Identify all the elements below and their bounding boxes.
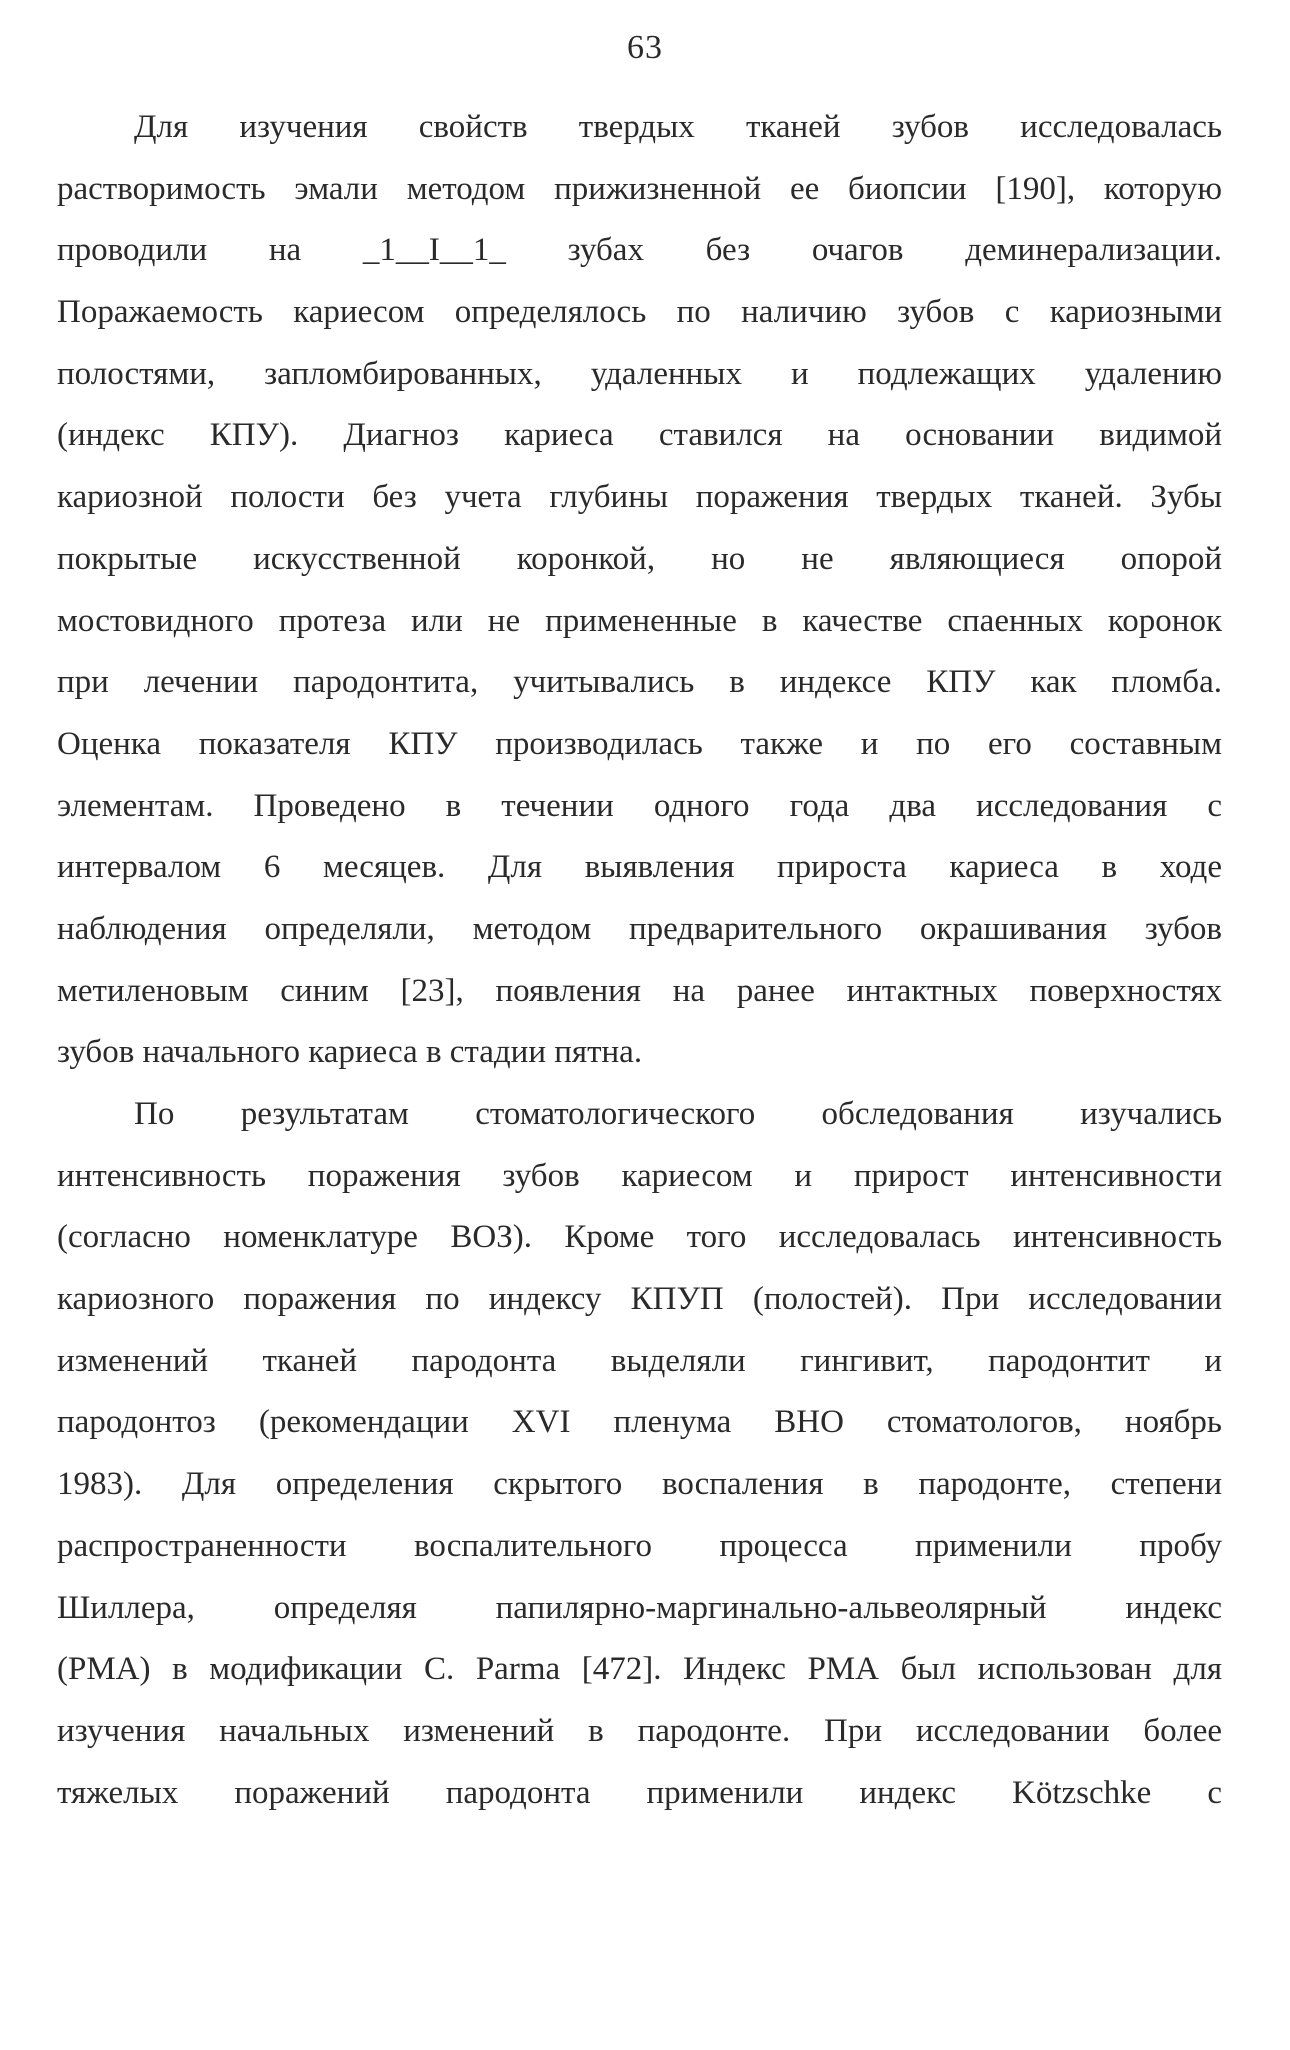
text-line: 1983). Для определения скрытого воспаления в пародонте, степени (57, 1466, 1222, 1503)
text-line: По результатам стоматологического обследования изучались (134, 1096, 1222, 1132)
text-line: кариозного поражения по индексу КПУП (полостей). При исследовании (57, 1281, 1222, 1318)
text-line: кариозной полости без учета глубины поражения твердых тканей. Зубы (57, 479, 1222, 516)
text-line: покрытые искусственной коронкой, но не являющиеся опорой (57, 540, 1222, 577)
paragraph-2 (57, 1084, 1222, 1824)
text-line: проводили на _1__I__1_ зубах без очагов деминерализации. (57, 232, 1222, 269)
text-line: Оценка показателя КПУ производилась также и по его составным (57, 725, 1222, 762)
text-line: Поражаемость кариесом определялось по наличию зубов с кариозными (57, 294, 1222, 331)
text-line: изменений тканей пародонта выделяли гингивит, пародонтит и (57, 1342, 1222, 1379)
text-line: (согласно номенклатуре ВОЗ). Кроме того исследовалась интенсивность (57, 1219, 1222, 1256)
text-line: элементам. Проведено в течении одного года два исследования с (57, 787, 1222, 824)
text-line: наблюдения определяли, методом предварительного окрашивания зубов (57, 910, 1222, 947)
text-line: растворимость эмали методом прижизненной ее биопсии [190], которую (57, 170, 1222, 207)
text-line: тяжелых поражений пародонта применили индекс Kötzschke с (57, 1774, 1222, 1811)
body-text (57, 97, 1222, 1824)
text-line: распространенности воспалительного процесса применили пробу (57, 1527, 1222, 1564)
text-line: интенсивность поражения зубов кариесом и прирост интенсивности (57, 1157, 1222, 1194)
text-line: полостями, запломбированных, удаленных и подлежащих удалению (57, 355, 1222, 392)
paragraph-1 (57, 97, 1222, 1084)
text-line: (РМА) в модификации С. Parma [472]. Индекс РМА был использован для (57, 1651, 1222, 1688)
text-line: интервалом 6 месяцев. Для выявления прироста кариеса в ходе (57, 849, 1222, 886)
text-line: мостовидного протеза или не примененные в качестве спаенных коронок (57, 602, 1222, 639)
text-line: Шиллера, определяя папилярно-маргинально-альвеолярный индекс (57, 1589, 1222, 1626)
text-line: при лечении пародонтита, учитывались в индексе КПУ как пломба. (57, 664, 1222, 701)
text-line: зубов начального кариеса в стадии пятна. (57, 1034, 643, 1071)
page-number: 63 (627, 29, 663, 66)
text-line: Для изучения свойств твердых тканей зубов исследовалась (134, 109, 1222, 145)
text-line: метиленовым синим [23], появления на ранее интактных поверхностях (57, 972, 1222, 1009)
text-line: пародонтоз (рекомендации XVI пленума ВНО стоматологов, ноябрь (57, 1404, 1222, 1441)
text-line: изучения начальных изменений в пародонте. При исследовании более (57, 1712, 1222, 1749)
text-line: (индекс КПУ). Диагноз кариеса ставился на основании видимой (57, 417, 1222, 454)
